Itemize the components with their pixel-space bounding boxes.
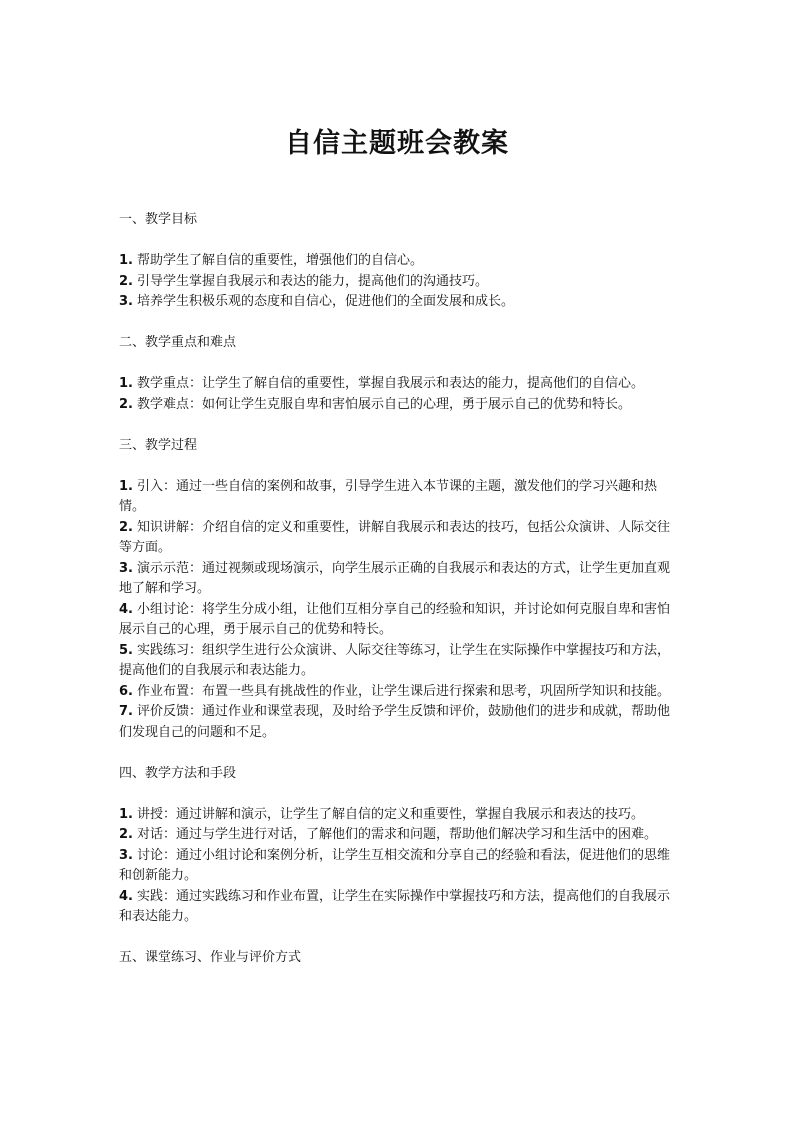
item-text: 教学难点：如何让学生克服自卑和害怕展示自己的心理，勇于展示自己的优势和特长。 — [136, 396, 631, 412]
item-text: 实践练习：组织学生进行公众演讲、人际交往等练习，让学生在实际操作中掌握技巧和方法，提高他们的自我展示和表达能力。 — [119, 642, 670, 678]
section-heading: 一、教学目标 — [119, 212, 198, 227]
list-item — [119, 292, 679, 313]
item-text: 演示示范：通过视频或现场演示，向学生展示正确的自我展示和表达的方式，让学生更加直观地了解和学习。 — [119, 560, 670, 596]
item-number: 1. — [119, 478, 133, 494]
list-item — [119, 887, 679, 928]
item-text: 讨论：通过小组讨论和案例分析，让学生互相交流和分享自己的经验和看法，促进他们的思维和创新能力。 — [119, 847, 670, 883]
goals-list — [119, 251, 679, 313]
list-item — [119, 682, 679, 703]
list-item — [119, 702, 679, 743]
item-number: 1. — [119, 253, 133, 268]
item-text: 教学重点：让学生了解自信的重要性，掌握自我展示和表达的能力，提高他们的自信心。 — [136, 376, 644, 391]
item-text: 作业布置：布置一些具有挑战性的作业，让学生课后进行探索和思考，巩固所学知识和技能。 — [136, 683, 670, 699]
item-text: 评价反馈：通过作业和课堂表现，及时给予学生反馈和评价，鼓励他们的进步和成就，帮助他们发现自己的问题和不足。 — [119, 704, 670, 740]
section-teaching-methods — [119, 764, 679, 928]
page-title: 自信主题班会教案 — [285, 128, 509, 159]
item-text: 讲授：通过讲解和演示，让学生了解自信的定义和重要性，掌握自我展示和表达的技巧。 — [136, 806, 644, 822]
item-number: 2. — [119, 273, 133, 289]
list-item — [119, 805, 679, 826]
item-number: 2. — [119, 396, 133, 412]
list-item — [119, 374, 679, 395]
process-list — [119, 477, 679, 744]
document-body — [119, 210, 679, 969]
item-number: 1. — [119, 806, 133, 822]
list-item — [119, 251, 679, 272]
section-heading: 二、教学重点和难点 — [119, 335, 237, 350]
list-item — [119, 846, 679, 887]
section-heading: 三、教学过程 — [119, 437, 198, 453]
item-number: 4. — [119, 601, 133, 617]
item-number: 3. — [119, 294, 133, 309]
item-number: 4. — [119, 888, 133, 904]
item-number: 2. — [119, 519, 133, 535]
item-number: 6. — [119, 683, 133, 699]
section-teaching-goals — [119, 210, 679, 313]
item-number: 2. — [119, 827, 133, 842]
section-heading: 四、教学方法和手段 — [119, 765, 237, 781]
list-item — [119, 559, 679, 600]
list-item — [119, 825, 679, 846]
item-text: 对话：通过与学生进行对话，了解他们的需求和问题，帮助他们解决学习和生活中的困难。 — [136, 827, 657, 842]
methods-list — [119, 805, 679, 928]
item-text: 实践：通过实践练习和作业布置，让学生在实际操作中掌握技巧和方法，提高他们的自我展示和表达能力。 — [119, 888, 670, 924]
item-text: 帮助学生了解自信的重要性，增强他们的自信心。 — [136, 253, 423, 268]
item-number: 7. — [119, 704, 133, 719]
list-item — [119, 518, 679, 559]
item-number: 1. — [119, 376, 133, 391]
key-points-list — [119, 374, 679, 415]
section-heading: 五、课堂练习、作业与评价方式 — [119, 950, 302, 965]
item-text: 培养学生积极乐观的态度和自信心，促进他们的全面发展和成长。 — [136, 294, 514, 309]
section-teaching-process — [119, 436, 679, 744]
item-number: 5. — [119, 642, 133, 658]
list-item — [119, 272, 679, 293]
item-text: 小组讨论：将学生分成小组，让他们互相分享自己的经验和知识，并讨论如何克服自卑和害怕展示自己的心理，勇于展示自己的优势和特长。 — [119, 601, 670, 637]
item-text: 引导学生掌握自我展示和表达的能力，提高他们的沟通技巧。 — [136, 273, 488, 289]
item-number: 3. — [119, 847, 133, 863]
list-item — [119, 600, 679, 641]
item-text: 知识讲解：介绍自信的定义和重要性，讲解自我展示和表达的技巧，包括公众演讲、人际交往等方面。 — [119, 519, 670, 555]
list-item — [119, 395, 679, 416]
item-number: 3. — [119, 560, 133, 576]
list-item — [119, 477, 679, 518]
item-text: 引入：通过一些自信的案例和故事，引导学生进入本节课的主题，激发他们的学习兴趣和热情。 — [119, 478, 657, 514]
section-key-points — [119, 333, 679, 415]
section-practice-evaluation — [119, 948, 679, 969]
list-item — [119, 641, 679, 682]
